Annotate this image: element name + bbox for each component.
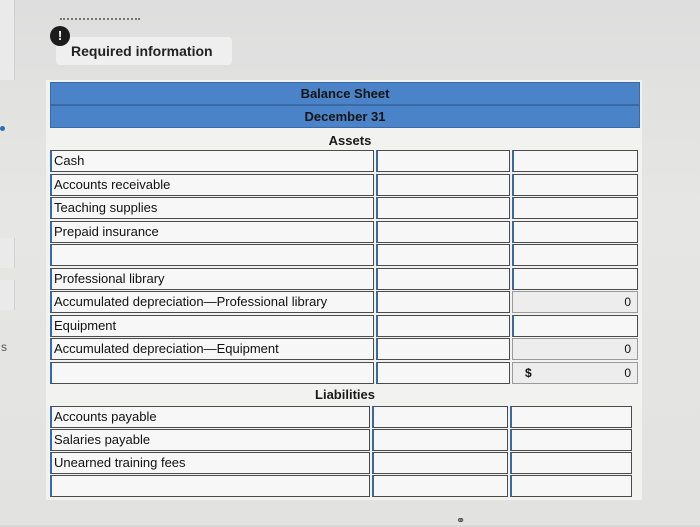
liability-total-input[interactable]: [510, 475, 632, 497]
liability-label-cell[interactable]: Unearned training fees: [50, 452, 370, 474]
asset-total-input[interactable]: [512, 315, 638, 337]
asset-amount-input[interactable]: [376, 362, 510, 384]
asset-amount-input[interactable]: [376, 197, 510, 219]
asset-label-cell[interactable]: Professional library: [50, 268, 374, 290]
left-panel-tab: [0, 280, 15, 310]
sheet-title: [50, 82, 640, 105]
asset-total-input[interactable]: [512, 244, 638, 266]
asset-label-cell[interactable]: Cash: [50, 150, 374, 172]
asset-total-input[interactable]: [512, 197, 638, 219]
asset-total-cell: [512, 291, 638, 313]
asset-total-input[interactable]: [512, 150, 638, 172]
sheet-date: [50, 105, 640, 128]
left-panel-tab: [0, 238, 15, 268]
liability-total-input[interactable]: [510, 406, 632, 428]
liability-label-cell[interactable]: Salaries payable: [50, 429, 370, 451]
liability-amount-input[interactable]: [372, 452, 508, 474]
asset-label-cell[interactable]: [50, 244, 374, 266]
sheet-date-text: December 31: [304, 109, 386, 124]
asset-label-cell[interactable]: Equipment: [50, 315, 374, 337]
asset-amount-input[interactable]: [376, 150, 510, 172]
asset-total-input[interactable]: [512, 174, 638, 196]
currency-symbol: $: [525, 366, 532, 380]
asset-amount-input[interactable]: [376, 315, 510, 337]
asset-total-cell: [512, 362, 638, 384]
asset-amount-input[interactable]: [376, 221, 510, 243]
asset-total-input[interactable]: [512, 221, 638, 243]
asset-total-value: 0: [624, 295, 631, 309]
sheet-title-text: Balance Sheet: [300, 86, 390, 101]
asset-amount-input[interactable]: [376, 291, 510, 313]
liability-label-cell[interactable]: Accounts payable: [50, 406, 370, 428]
top-dotted-line: [60, 18, 140, 22]
link-icon: ⚭: [456, 515, 466, 527]
liability-label-cell[interactable]: [50, 475, 370, 497]
nav-indicator-dot: [0, 126, 5, 131]
asset-total-value: 0: [624, 366, 631, 380]
asset-label-cell[interactable]: Accumulated depreciation—Equipment: [50, 338, 374, 360]
alert-icon: !: [50, 26, 70, 46]
asset-amount-input[interactable]: [376, 174, 510, 196]
asset-amount-input[interactable]: [376, 268, 510, 290]
asset-label-cell[interactable]: Accounts receivable: [50, 174, 374, 196]
assets-heading: Assets: [328, 133, 372, 148]
asset-label-cell[interactable]: [50, 362, 374, 384]
asset-amount-input[interactable]: [376, 338, 510, 360]
side-letter: s: [1, 340, 7, 354]
liability-total-input[interactable]: [510, 429, 632, 451]
asset-total-cell: [512, 338, 638, 360]
liabilities-heading: Liabilities: [315, 387, 375, 402]
asset-amount-input[interactable]: [376, 244, 510, 266]
asset-label-cell[interactable]: Prepaid insurance: [50, 221, 374, 243]
asset-label-cell[interactable]: Teaching supplies: [50, 197, 374, 219]
required-info-label[interactable]: Required information: [71, 43, 213, 59]
liability-total-input[interactable]: [510, 452, 632, 474]
liability-amount-input[interactable]: [372, 429, 508, 451]
asset-label-cell[interactable]: Accumulated depreciation—Professional library: [50, 291, 374, 313]
liability-amount-input[interactable]: [372, 475, 508, 497]
liability-amount-input[interactable]: [372, 406, 508, 428]
asset-total-input[interactable]: [512, 268, 638, 290]
asset-total-value: 0: [624, 342, 631, 356]
left-panel-tab: [0, 0, 15, 80]
